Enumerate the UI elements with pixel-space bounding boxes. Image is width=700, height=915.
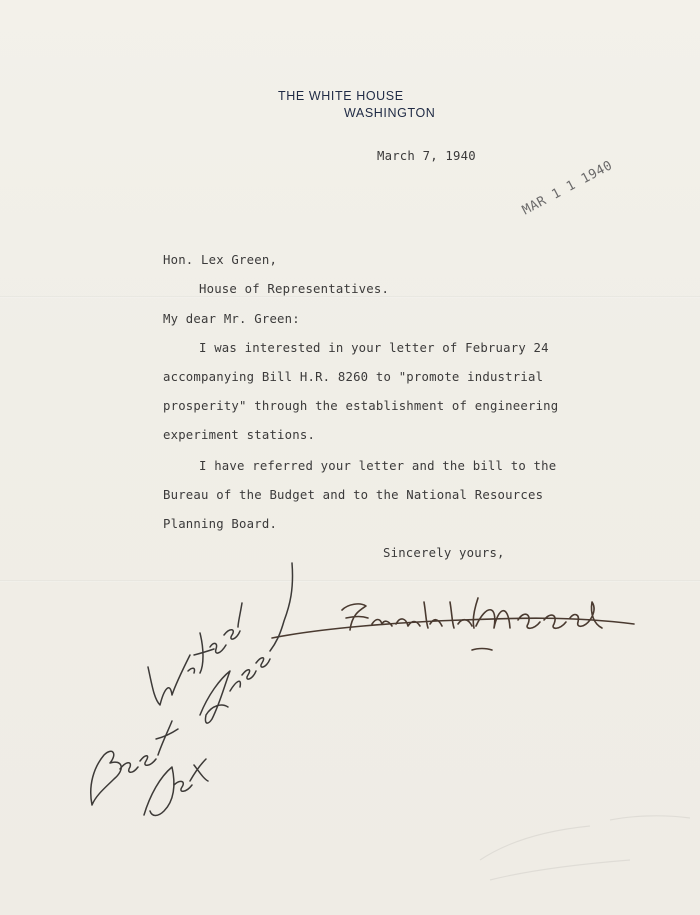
letter-date: March 7, 1940 bbox=[377, 149, 476, 163]
closing: Sincerely yours, bbox=[383, 546, 505, 560]
letterhead-line-1: THE WHITE HOUSE bbox=[278, 89, 404, 103]
letterhead-line-2: WASHINGTON bbox=[344, 106, 436, 120]
president-signature bbox=[262, 580, 642, 660]
recipient-office: House of Representatives. bbox=[199, 282, 390, 296]
recipient-name: Hon. Lex Green, bbox=[163, 253, 278, 267]
letterhead bbox=[278, 88, 448, 122]
fold-crease-top bbox=[0, 296, 700, 298]
body-paragraph-1-line-3: prosperity" through the establishment of engineering bbox=[163, 399, 559, 413]
body-paragraph-1-line-2: accompanying Bill H.R. 8260 to "promote industrial bbox=[163, 370, 544, 384]
body-paragraph-2-line-2: Bureau of the Budget and to the National Resources bbox=[163, 488, 544, 502]
body-paragraph-1-line-1: I was interested in your letter of February 24 bbox=[199, 341, 549, 355]
body-paragraph-2-line-3: Planning Board. bbox=[163, 517, 278, 531]
body-paragraph-2-line-1: I have referred your letter and the bill to the bbox=[199, 459, 557, 473]
body-paragraph-1-line-4: experiment stations. bbox=[163, 428, 316, 442]
salutation: My dear Mr. Green: bbox=[163, 312, 300, 326]
handwritten-inscription bbox=[80, 555, 310, 825]
received-date-stamp: MAR 1 1 1940 bbox=[520, 158, 616, 219]
show-through-marks bbox=[470, 800, 700, 910]
